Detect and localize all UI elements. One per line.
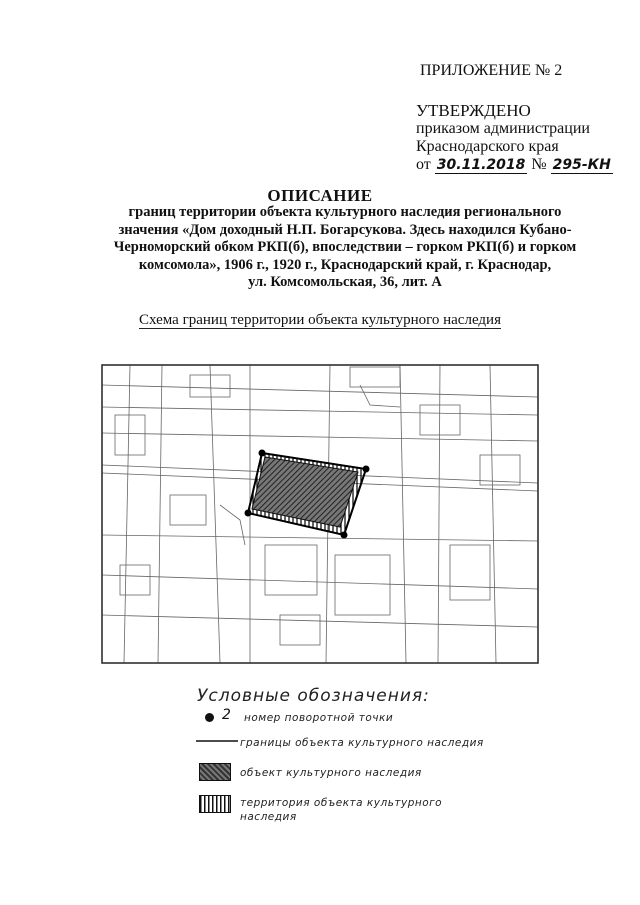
turning-point [245,510,252,517]
turning-point [259,450,266,457]
description-line: ул. Комсомольская, 36, лит. А [248,274,442,290]
date-prefix: от [416,156,431,173]
order-label: приказом администрации [416,120,590,137]
region-label: Краснодарского края [416,138,559,155]
turning-point [341,532,348,539]
order-date: 30.11.2018 [436,157,526,173]
legend-territory-label-2: наследия [240,811,297,823]
heritage-object-swatch-icon [199,763,231,781]
turning-point [363,466,370,473]
boundary-line-icon [196,738,238,744]
description-line: Черноморский обком РКП(б), впоследствии – горком РКП(б) и горком [113,239,577,255]
territory-swatch-icon [199,795,231,813]
order-date-line [416,156,613,174]
scheme-title-text: Схема границ территории объекта культурного наследия [139,312,501,328]
legend-title: Условные обозначения: [197,686,430,706]
legend-point-label: номер поворотной точки [244,712,394,724]
description-line: границ территории объекта культурного наследия регионального [128,204,562,220]
approved-label: УТВЕРЖДЕНО [416,101,531,120]
description-line: комсомола», 1906 г., 1920 г., Краснодарский край, г. Краснодар, [138,256,552,273]
document-title: ОПИСАНИЕ [267,186,373,205]
site-plan-map [100,345,540,667]
legend-point-number: 2 [222,707,231,723]
approval-block [416,102,613,174]
number-prefix: № [531,156,547,173]
order-number: 295-КН [552,157,611,173]
legend-boundary-label: границы объекта культурного наследия [240,737,484,749]
document-description [110,204,580,292]
scheme-title [0,312,640,329]
point-dot-icon [205,713,214,722]
description-line: значения «Дом доходный Н.П. Богарсукова. Здесь находился Кубано- [118,221,572,238]
legend-territory-label: территория объекта культурного [240,797,443,809]
appendix-label: ПРИЛОЖЕНИЕ № 2 [420,62,563,79]
legend-object-label: объект культурного наследия [240,767,422,779]
